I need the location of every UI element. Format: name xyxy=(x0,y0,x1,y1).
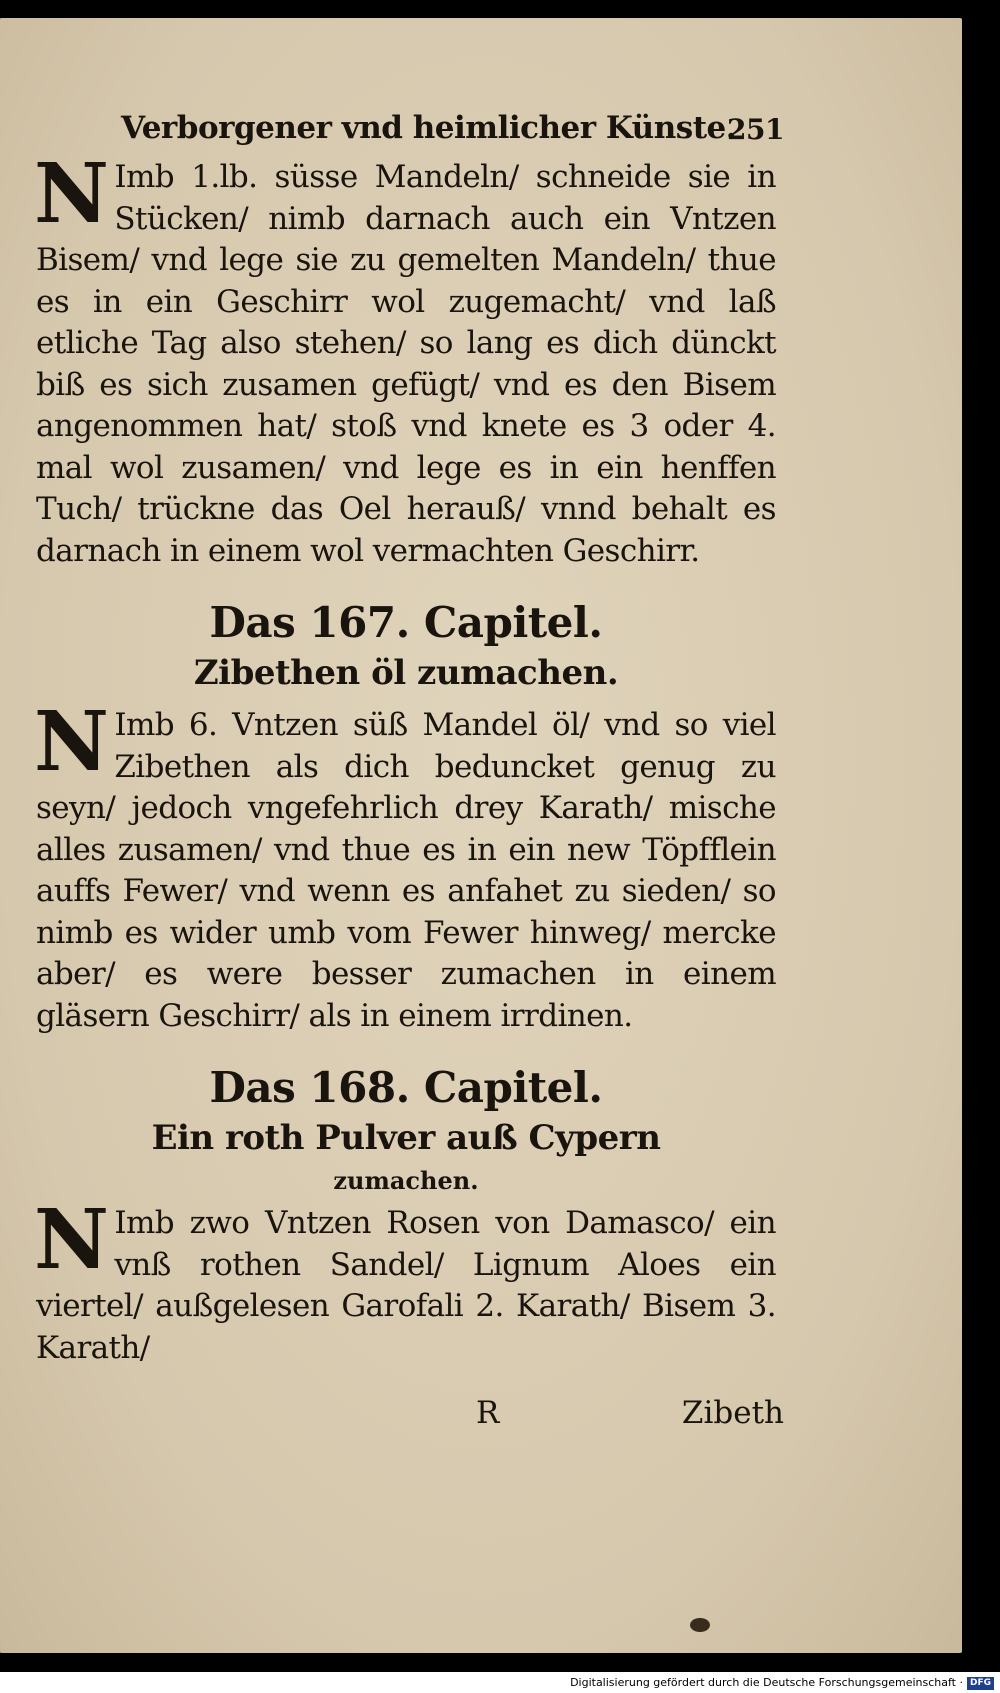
paragraph-text: Imb 1.lb. süsse Mandeln/ schneide sie in Stücken/ nimb darnach auch ein Vntzen Bisem/ vnd lege sie zu gemelten Mandeln/ thue es in ein Geschirr wol zugemacht/ vnd laß etliche Tag also stehen/ so lang es dich dünckt biß es sich zusamen gefügt/ vnd es den Bisem angenommen hat/ stoß vnd knete es 3 oder 4. mal wol zusamen/ vnd lege es in ein henffen Tuch/ trückne das Oel herauß/ vnnd behalt es darnach in einem wol vermachten Geschirr. xyxy=(36,159,776,569)
credit-text: Digitalisierung gefördert durch die Deutsche Forschungsgemeinschaft · xyxy=(570,1676,963,1689)
paragraph-text: Imb zwo Vntzen Rosen von Damasco/ ein vnß rothen Sandel/ Lignum Aloes ein viertel/ außgelesen Garofali 2. Karath/ Bisem 3. Karath/ xyxy=(36,1205,776,1366)
catchword: Zibeth xyxy=(681,1395,784,1431)
dfg-logo-badge: DFG xyxy=(967,1677,994,1690)
page-number: 251 xyxy=(727,113,784,146)
chapter-subtitle-167: Zibethen öl zumachen. xyxy=(193,653,619,693)
signature-mark: R xyxy=(476,1395,500,1431)
page-text-block xyxy=(34,105,784,1369)
page-footer xyxy=(36,1395,784,1445)
chapter-subtitle-168-cont: zumachen. xyxy=(333,1166,479,1195)
running-head xyxy=(36,105,784,157)
drop-capital: N xyxy=(34,1192,109,1288)
paragraph-recipe-167 xyxy=(34,694,776,1037)
ink-blot xyxy=(690,1618,710,1632)
chapter-heading-168: Das 168. Capitel. xyxy=(209,1063,603,1112)
credit-bar xyxy=(0,1672,1000,1693)
paragraph-recipe-1 xyxy=(34,146,776,572)
running-head-title: Verborgener vnd heimlicher Künste. xyxy=(121,110,737,146)
chapter-heading-167: Das 167. Capitel. xyxy=(209,598,603,647)
paragraph-text: Imb 6. Vntzen süß Mandel öl/ vnd so viel Zibethen als dich beduncket genug zu seyn/ jedoch vngefehrlich drey Karath/ mische alles zusamen/ vnd thue es in ein new Töpfflein auffs Fewer/ vnd wenn es anfahet zu sieden/ so nimb es wider umb vom Fewer hinweg/ mercke aber/ es were besser zumachen in einem gläsern Geschirr/ als in einem irrdinen. xyxy=(36,707,776,1034)
chapter-subtitle-168: Ein roth Pulver auß Cypern xyxy=(151,1118,661,1158)
drop-capital: N xyxy=(34,146,109,242)
paragraph-recipe-168 xyxy=(34,1192,776,1369)
drop-capital: N xyxy=(34,694,109,790)
